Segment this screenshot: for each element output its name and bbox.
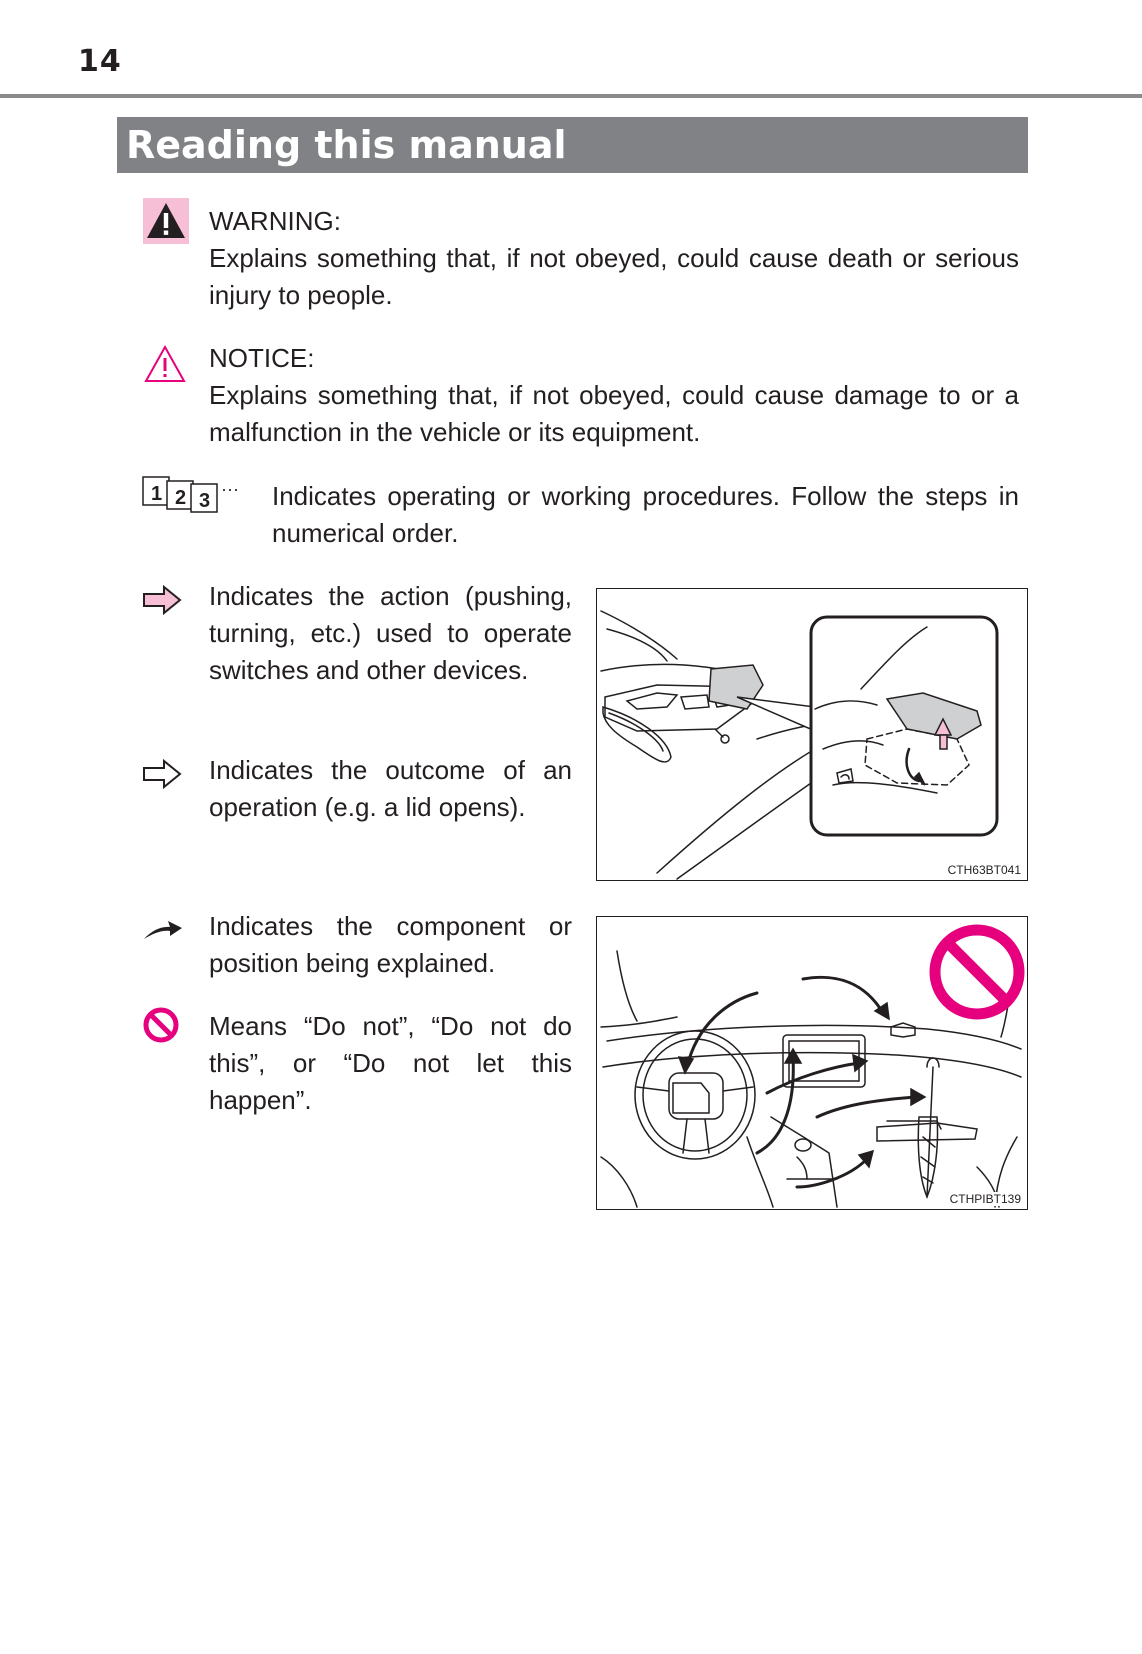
notice-triangle-icon [143, 344, 187, 384]
component-arrow-icon [142, 918, 184, 942]
dashboard-figure [596, 916, 1028, 1210]
warning-label: WARNING: [209, 206, 341, 236]
figure-code: CTH63BT041 [947, 863, 1021, 877]
prohibition-icon [142, 1006, 180, 1044]
outcome-text: Indicates the outcome of an operation (e.g. a lid opens). [209, 755, 572, 822]
step-number-3: 3 [199, 490, 211, 512]
notice-block [209, 340, 1019, 451]
overhead-console-figure [596, 588, 1028, 881]
notice-label: NOTICE: [209, 343, 315, 373]
prohibit-text: Means “Do not”, “Do not do this”, or “Do not let this happen”. [209, 1011, 572, 1115]
notice-text: Explains something that, if not obeyed, could cause damage to or a malfunction in the vehicle or its equipment. [209, 380, 1019, 447]
step-number-2: 2 [175, 487, 187, 509]
action-arrow-icon [142, 584, 182, 616]
action-text: Indicates the action (pushing, turning, etc.) used to operate switches and other devices. [209, 581, 572, 685]
outcome-arrow-icon [142, 758, 182, 790]
section-title: Reading this manual [117, 117, 1028, 173]
step-numbers-icon [142, 475, 254, 513]
warning-block [209, 203, 1019, 314]
header-rule [0, 94, 1142, 98]
page-number: 14 [78, 44, 122, 79]
component-text: Indicates the component or position being explained. [209, 911, 572, 978]
step-ellipsis: ··· [221, 479, 239, 499]
warning-triangle-icon [143, 198, 189, 244]
step-number-1: 1 [151, 483, 163, 505]
steps-text: Indicates operating or working procedures. Follow the steps in numerical order. [272, 481, 1019, 548]
warning-text: Explains something that, if not obeyed, could cause death or serious injury to people. [209, 243, 1019, 310]
figure-code: CTHPIBT139 [949, 1192, 1021, 1206]
